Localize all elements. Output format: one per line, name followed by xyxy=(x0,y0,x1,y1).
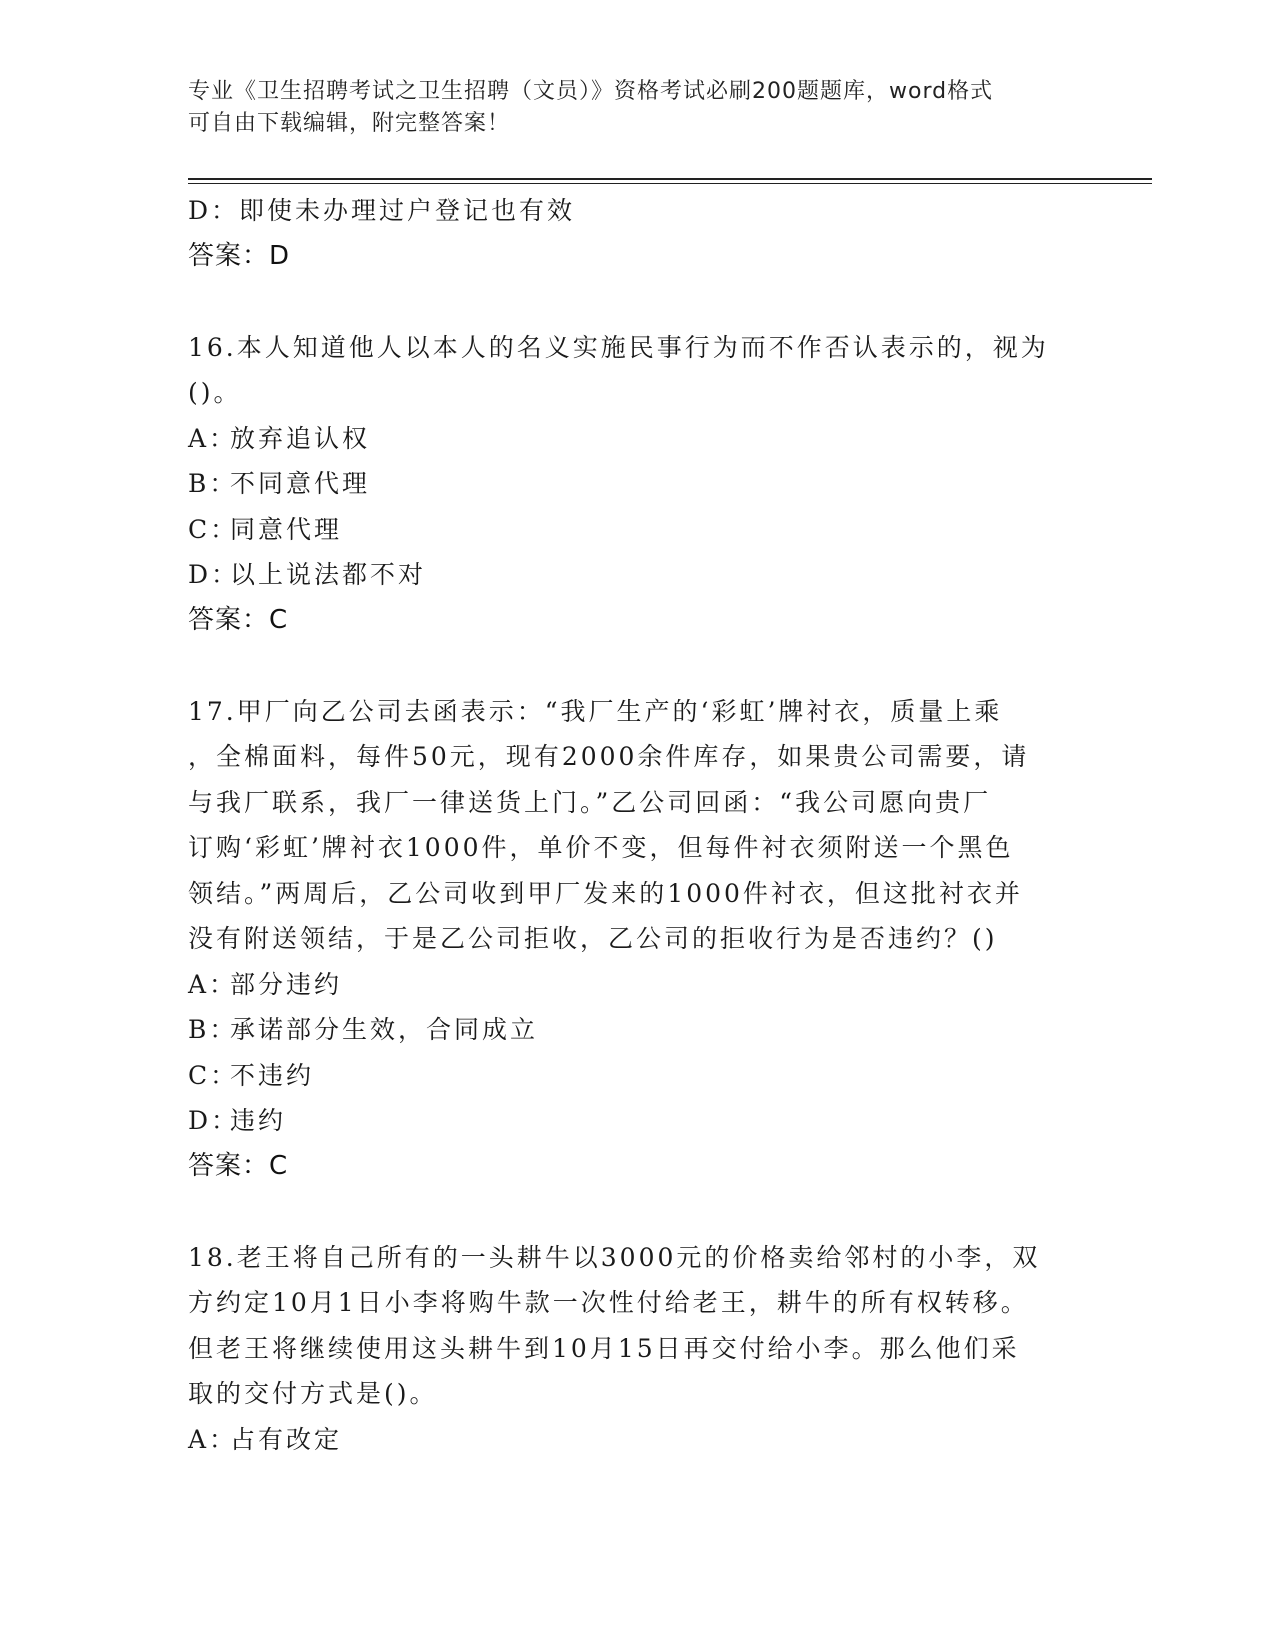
option-text: 违约 xyxy=(230,1106,287,1135)
answer-line: 答案：C xyxy=(188,1150,289,1181)
option-letter: A： xyxy=(188,1424,238,1454)
question-stem-line: 领结。”两周后，乙公司收到甲厂发来的1000件衬衣，但这批衬衣并 xyxy=(188,878,1023,908)
option-text: 占有改定 xyxy=(230,1424,343,1454)
option-letter: A： xyxy=(188,423,238,453)
option-c xyxy=(188,1053,1088,1099)
spacer xyxy=(188,1189,1088,1235)
option-letter: C： xyxy=(188,514,239,544)
option-letter: C： xyxy=(188,1060,239,1090)
question-stem-line: 订购‘彩虹’牌衬衣1000件，单价不变，但每件衬衣须附送一个黑色 xyxy=(188,833,1014,862)
answer-line: 答案：D xyxy=(188,240,291,271)
question-stem-line: 取的交付方式是()。 xyxy=(188,1379,438,1408)
option-text: 同意代理 xyxy=(230,514,343,544)
option-b xyxy=(188,1007,1088,1053)
header-line-1: 专业《卫生招聘考试之卫生招聘（文员）》资格考试必刷200题题库，word格式 xyxy=(188,79,994,104)
answer-line: 答案：C xyxy=(188,604,289,635)
option-d xyxy=(188,1098,1088,1144)
option-a xyxy=(188,1417,1088,1463)
header-divider-thick xyxy=(188,178,1152,180)
question-stem-line: 方约定10月1日小李将购牛款一次性付给老王，耕牛的所有权转移。 xyxy=(188,1288,1029,1317)
option-c xyxy=(188,507,1088,553)
question-16 xyxy=(188,325,1088,644)
spacer xyxy=(188,279,1088,325)
question-stem-line: 没有附送领结，于是乙公司拒收，乙公司的拒收行为是否违约？() xyxy=(188,924,998,953)
question-17 xyxy=(188,689,1088,1190)
option-letter: B： xyxy=(188,469,238,498)
option-letter: A： xyxy=(188,969,238,999)
question-stem-line: 与我厂联系，我厂一律送货上门。”乙公司回函：“我公司愿向贵厂 xyxy=(188,787,992,817)
question-stem-line: 16.本人知道他人以本人的名义实施民事行为而不作否认表示的，视为 xyxy=(188,332,1049,362)
header-line-2: 可自由下载编辑，附完整答案！ xyxy=(188,111,511,136)
question-15-tail xyxy=(188,188,1088,279)
question-18 xyxy=(188,1235,1088,1463)
option-text: 不违约 xyxy=(230,1060,315,1090)
option-a xyxy=(188,962,1088,1008)
option-text: 部分违约 xyxy=(230,969,343,999)
option-text: 承诺部分生效，合同成立 xyxy=(230,1015,539,1044)
header-divider-thin xyxy=(188,183,1152,184)
spacer xyxy=(188,643,1088,689)
option-d: D：即使未办理过户登记也有效 xyxy=(188,196,576,225)
option-text: 以上说法都不对 xyxy=(230,560,427,589)
option-letter: D： xyxy=(188,560,240,589)
option-a xyxy=(188,416,1088,462)
option-text: 不同意代理 xyxy=(230,469,371,498)
document-header xyxy=(188,76,1068,140)
question-content xyxy=(188,188,1088,1462)
option-letter: D： xyxy=(188,1106,240,1135)
question-stem-line: ()。 xyxy=(188,378,242,407)
question-stem-line: 17.甲厂向乙公司去函表示：“我厂生产的‘彩虹’牌衬衣，质量上乘 xyxy=(188,696,1003,726)
question-stem-line: 18.老王将自己所有的一头耕牛以3000元的价格卖给邻村的小李，双 xyxy=(188,1242,1041,1272)
option-b xyxy=(188,461,1088,507)
option-d xyxy=(188,552,1088,598)
option-text: 放弃追认权 xyxy=(230,423,371,453)
question-stem-line: 但老王将继续使用这头耕牛到10月15日再交付给小李。那么他们采 xyxy=(188,1333,1020,1363)
option-letter: B： xyxy=(188,1015,238,1044)
question-stem-line: ，全棉面料，每件50元，现有2000余件库存，如果贵公司需要，请 xyxy=(188,742,1030,771)
